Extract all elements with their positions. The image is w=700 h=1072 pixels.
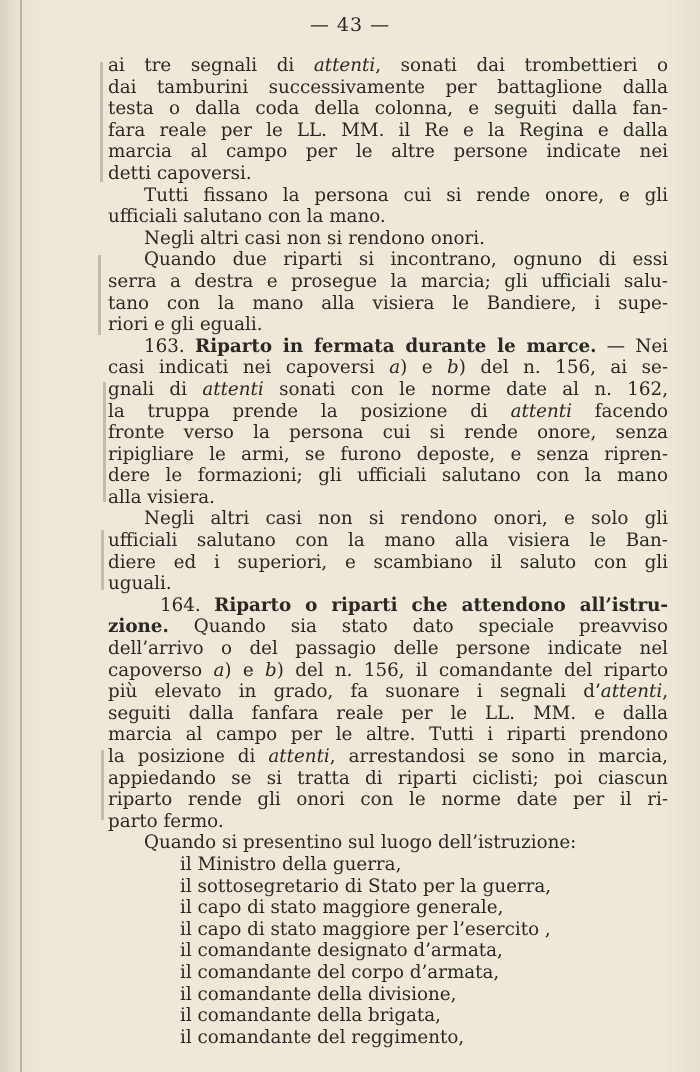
- body-text: [108, 55, 668, 1048]
- text-line: marcia al campo per le altre. Tutti i riparti prendono: [108, 724, 668, 746]
- text-line: casi indicati nei capoversi a) e b) del n. 156, ai se-: [108, 357, 669, 379]
- list-item: il sottosegretario di Stato per la guerra,: [180, 875, 552, 897]
- text-line: seguiti dalla fanfara reale per le LL. MM. e dalla: [108, 702, 668, 724]
- text-line: riori e gli eguali.: [108, 314, 263, 336]
- text-line: testa o dalla coda della colonna, e seguiti dalla fan-: [108, 98, 668, 120]
- page-number: — 43 —: [309, 14, 391, 36]
- text-line: dere le formazioni; gli ufficiali salutano con la mano: [108, 465, 668, 487]
- list-item: il comandante del reggimento,: [180, 1026, 465, 1048]
- list-item: il comandante della divisione,: [180, 983, 457, 1005]
- text-line: fara reale per le LL. MM. il Re e la Regina e dalla: [108, 119, 668, 141]
- text-line: uguali.: [108, 573, 172, 595]
- text-line: detti capoversi.: [108, 162, 252, 184]
- text-line: 164. Riparto o riparti che attendono all’istru-: [160, 594, 668, 616]
- text-line: ai tre segnali di attenti, sonati dai trombettieri o: [108, 55, 669, 76]
- text-line: Tutti fissano la persona cui si rende onore, e gli: [144, 184, 668, 206]
- text-line: ripigliare le armi, se furono deposte, e senza ripren-: [108, 443, 668, 465]
- text-line: marcia al campo per le altre persone indicate nei: [108, 141, 668, 163]
- margin-pencil-mark: [101, 530, 104, 590]
- text-line: appiedando se si tratta di riparti ciclisti; poi ciascun: [108, 767, 668, 789]
- text-line: ufficiali salutano con la mano alla visiera le Ban-: [108, 530, 668, 552]
- text-line: serra a destra e prosegue la marcia; gli ufficiali salu-: [108, 270, 668, 292]
- list-item: il comandante del corpo d’armata,: [180, 961, 500, 983]
- text-line: gnali di attenti sonati con le norme date al n. 162,: [108, 378, 668, 400]
- text-line: riparto rende gli onori con le norme date per il ri-: [108, 789, 668, 811]
- text-line: diere ed i superiori, e scambiano il saluto con gli: [108, 551, 668, 573]
- page-gutter: [20, 0, 22, 1072]
- text-line: Quando si presentino sul luogo dell’istruzione:: [144, 832, 577, 854]
- margin-pencil-mark: [103, 382, 106, 502]
- list-item: il Ministro della guerra,: [180, 853, 402, 875]
- margin-pencil-mark: [101, 750, 104, 820]
- margin-pencil-mark: [100, 62, 103, 182]
- text-line: parto fermo.: [108, 810, 224, 832]
- text-line: la truppa prende la posizione di attenti facendo: [108, 400, 668, 422]
- text-line: ufficiali salutano con la mano.: [108, 206, 386, 228]
- text-line: alla visiera.: [108, 486, 215, 508]
- text-line: tano con la mano alla visiera le Bandiere, i supe-: [108, 292, 668, 314]
- text-line: capoverso a) e b) del n. 156, il comandante del riparto: [108, 659, 669, 681]
- text-line: Negli altri casi non si rendono onori, e solo gli: [144, 508, 668, 530]
- text-line: dell’arrivo o del passagio delle persone indicate nel: [108, 638, 668, 660]
- text-line: la posizione di attenti, arrestandosi se sono in marcia,: [108, 746, 668, 767]
- list-item: il capo di stato maggiore per l’esercito ,: [180, 918, 551, 940]
- list-item: il capo di stato maggiore generale,: [180, 897, 504, 919]
- text-line: zione. Quando sia stato dato speciale preavviso: [108, 616, 668, 638]
- text-line: più elevato in grado, fa suonare i segnali d’attenti,: [108, 681, 668, 703]
- text-line: Quando due riparti si incontrano, ognuno di essi: [144, 249, 668, 271]
- text-line: 163. Riparto in fermata durante le marce. — Nei: [144, 335, 669, 357]
- text-line: fronte verso la persona cui si rende onore, senza: [108, 422, 668, 444]
- margin-pencil-mark: [98, 255, 101, 335]
- list-item: il comandante della brigata,: [180, 1005, 441, 1027]
- text-line: Negli altri casi non si rendono onori.: [144, 227, 485, 249]
- text-line: dai tamburini successivamente per battaglione dalla: [108, 76, 668, 98]
- list-item: il comandante designato d’armata,: [180, 940, 503, 962]
